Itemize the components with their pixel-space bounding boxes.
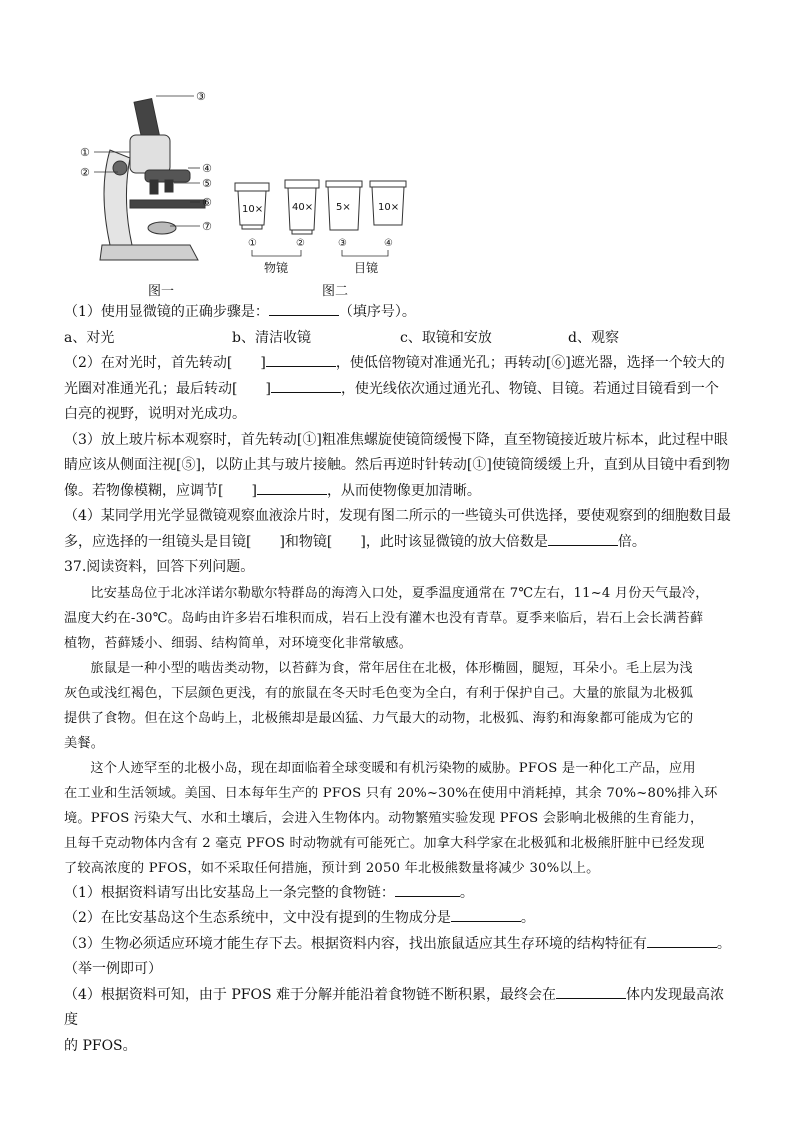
option-c: c、取镜和安放	[400, 329, 492, 346]
q37-part3-note: （举一例即可）	[64, 961, 162, 977]
lens-2-num: ②	[296, 238, 305, 249]
option-a: a、对光	[64, 329, 115, 346]
objective-group-label: 物镜	[264, 261, 289, 275]
q36-part4-line2: 多，应选择的一组镜头是目镜[ ]和物镜[ ]，此时该显微镜的放大倍数是 倍。	[64, 530, 734, 556]
eyepiece-group-label: 目镜	[354, 261, 379, 275]
q37-part1: （1）根据资料请写出比安基岛上一条完整的食物链： 。	[64, 881, 734, 907]
answer-blank[interactable]	[556, 984, 626, 999]
answer-blank[interactable]	[257, 480, 327, 495]
passage-para1-line1: 比安基岛位于北冰洋诺尔勒歇尔特群岛的海湾入口处，夏季温度通常在 7℃左右，11~4 月份天气最冷，	[90, 585, 709, 601]
answer-blank[interactable]	[451, 907, 521, 922]
q36-part3-line2: 睛应该从侧面注视[⑤]，以防止其与玻片接触。然后再逆时针转动[①]使镜筒缓缓上升，直到从目镜中看到物	[64, 457, 730, 473]
lens-1-mag: 10×	[242, 204, 264, 215]
label-1: ①	[80, 146, 90, 159]
lens-4-num: ④	[384, 238, 393, 249]
label-2: ②	[80, 166, 90, 179]
q37-part4: （4）根据资料可知，由于 PFOS 难于分解并能沿着食物链不断积累，最终会在 体内发现最高浓度	[64, 983, 734, 1034]
label-5: ⑤	[202, 177, 212, 190]
q37-title: 37.阅读资料，回答下列问题。	[64, 559, 255, 575]
q36-part1: （1）使用显微镜的正确步骤是： （填序号）。	[64, 300, 734, 326]
lens-3-mag: 5×	[336, 202, 351, 213]
answer-blank[interactable]	[269, 301, 339, 316]
q37-part2: （2）在比安基岛这个生态系统中，文中没有提到的生物成分是 。	[64, 906, 734, 932]
passage-para1-line2: 温度大约在-30℃。岛屿由许多岩石堆积而成，岩石上没有灌木也没有青草。夏季来临后，岩石上会长满苔藓	[64, 610, 704, 626]
answer-blank[interactable]	[395, 882, 460, 897]
q37-part4-line2: 的 PFOS。	[64, 1037, 137, 1054]
label-7: ⑦	[202, 220, 212, 233]
question-content	[64, 300, 734, 1059]
microscope-figure	[70, 80, 430, 299]
label-6: ⑥	[202, 196, 212, 209]
q36-options	[64, 326, 734, 352]
answer-blank[interactable]	[271, 378, 341, 393]
q36-part3-line3: 像。若物像模糊，应调节[ ] ，从而使物像更加清晰。	[64, 479, 734, 505]
lens-2-mag: 40×	[292, 202, 314, 213]
lens-3-num: ③	[338, 238, 347, 249]
q36-part2-line2: 光圈对准通光孔；最后转动[ ] ，使光线依次通过通光孔、物镜、目镜。若通过目镜看到一个	[64, 377, 734, 403]
passage-para3-line3: 境。PFOS 污染大气、水和土壤后，会进入生物体内。动物繁殖实验发现 PFOS 会影响北极熊的生育能力，	[64, 810, 704, 826]
passage-para3-line4: 且每千克动物体内含有 2 毫克 PFOS 时动物就有可能死亡。加拿大科学家在北极狐和北极熊肝脏中已经发现	[64, 835, 705, 851]
passage-para2-line3: 提供了食物。但在这个岛屿上，北极熊却是最凶猛、力气最大的动物，北极狐、海豹和海象都可能成为它的	[64, 710, 694, 726]
passage-para3-line2: 在工业和生活领域。美国、日本每年生产的 PFOS 只有 20%~30%在使用中消耗掉，其余 70%~80%排入环	[64, 785, 718, 801]
passage-para2-line1: 旅鼠是一种小型的啮齿类动物，以苔藓为食，常年居住在北极，体形椭圆，腿短，耳朵小。毛上层为浅	[90, 660, 693, 676]
passage-para3-line1: 这个人迹罕至的北极小岛，现在却面临着全球变暖和有机污染物的威胁。PFOS 是一种化工产品，应用	[90, 760, 696, 776]
option-d: d、观察	[568, 329, 619, 346]
microscope-diagram	[70, 80, 430, 295]
label-4: ④	[202, 162, 212, 175]
passage-para2-line4: 美餐。	[64, 735, 105, 751]
q37-part3: （3）生物必须适应环境才能生存下去。根据资料内容，找出旅鼠适应其生存环境的结构特征有 。	[64, 932, 734, 958]
label-3: ③	[196, 90, 206, 103]
figure-1-caption: 图一	[148, 284, 175, 299]
figure-2-caption: 图二	[322, 284, 349, 299]
passage-para3-line5: 了较高浓度的 PFOS，如不采取任何措施，预计到 2050 年北极熊数量将减少 30%以上。	[64, 860, 600, 876]
option-b: b、清洁收镜	[232, 329, 311, 346]
q36-part4-line1: （4）某同学用光学显微镜观察血液涂片时，发现有图二所示的一些镜头可供选择，要使观察到的细胞数目最	[64, 508, 731, 524]
answer-blank[interactable]	[647, 933, 717, 948]
q36-part3-line1: （3）放上玻片标本观察时，首先转动[①]粗准焦螺旋使镜筒缓慢下降，直至物镜接近玻片标本，此过程中眼	[64, 431, 728, 448]
q36-part2-line3: 白亮的视野，说明对光成功。	[64, 406, 246, 422]
answer-blank[interactable]	[266, 352, 336, 367]
passage-para2-line2: 灰色或浅红褐色，下层颜色更浅，有的旅鼠在冬天时毛色变为全白，有利于保护自己。大量的旅鼠为北极狐	[64, 685, 694, 701]
lens-4-mag: 10×	[378, 202, 400, 213]
answer-blank[interactable]	[548, 531, 618, 546]
passage-para1-line3: 植物，苔藓矮小、细弱、结构简单，对环境变化非常敏感。	[64, 635, 413, 651]
lens-1-num: ①	[248, 238, 257, 249]
q36-part2-line1: （2）在对光时，首先转动[ ] ，使低倍物镜对准通光孔；再转动[⑥]遮光器，选择一个较大的	[64, 351, 734, 377]
